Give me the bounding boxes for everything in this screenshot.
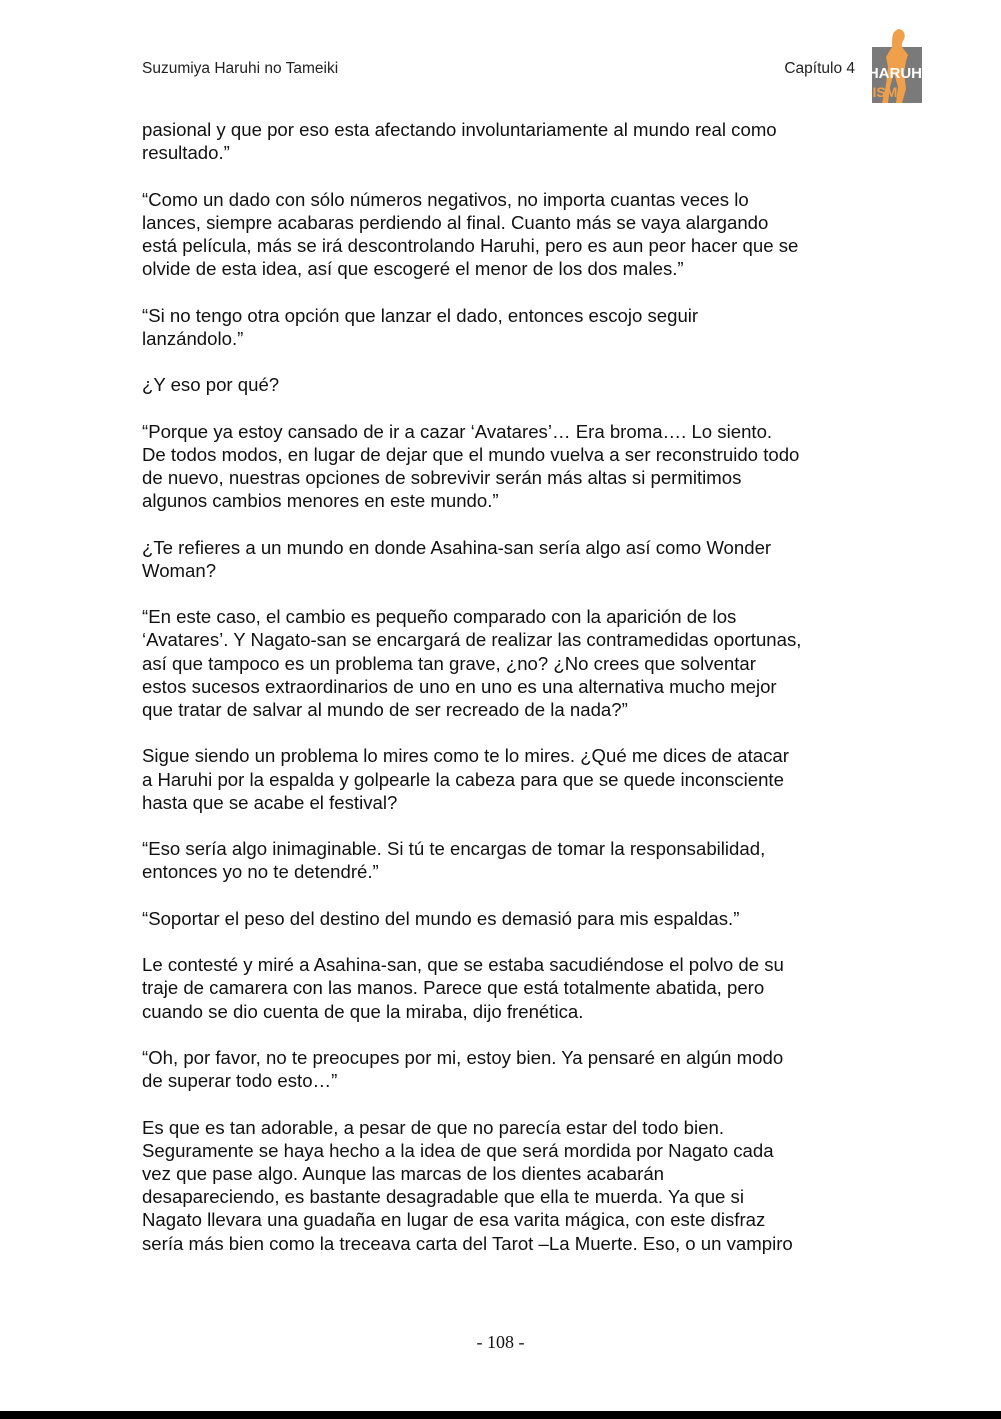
paragraph (142, 536, 866, 582)
text-line: “Soportar el peso del destino del mundo es demasió para mis espaldas.” (142, 907, 740, 929)
text-line: cuando se dio cuenta de que la miraba, dijo frenética. (142, 1000, 584, 1022)
paragraph (142, 420, 866, 513)
text-line: así que tampoco es un problema tan grave, ¿no? ¿No crees que solventar (142, 652, 756, 674)
paragraph (142, 304, 866, 350)
text-line: De todos modos, en lugar de dejar que el mundo vuelva a ser reconstruido todo (142, 443, 800, 465)
text-line: “En este caso, el cambio es pequeño comparado con la aparición de los (142, 606, 737, 628)
paragraph (142, 953, 866, 1023)
paragraph (142, 907, 866, 930)
text-line: “Oh, por favor, no te preocupes por mi, estoy bien. Ya pensaré en algún modo (142, 1046, 784, 1068)
text-line: entonces yo no te detendré.” (142, 861, 379, 883)
text-line: sería más bien como la treceava carta del Tarot –La Muerte. Eso, o un vampiro (142, 1232, 793, 1254)
text-line: ¿Te refieres a un mundo en donde Asahina-san sería algo así como Wonder (142, 536, 772, 558)
text-line: desapareciendo, es bastante desagradable que ella te muerda. Ya que si (142, 1186, 744, 1208)
logo-text-top: HARUHI (868, 65, 926, 82)
text-line: Woman? (142, 559, 217, 581)
text-line: “Si no tengo otra opción que lanzar el dado, entonces escojo seguir (142, 304, 699, 326)
paragraph (142, 744, 866, 814)
paragraph (142, 188, 866, 281)
text-line: Nagato llevara una guadaña en lugar de esa varita mágica, con este disfraz (142, 1209, 766, 1231)
text-line: hasta que se acabe el festival? (142, 791, 398, 813)
text-line: estos sucesos extraordinarios de uno en uno es una alternativa mucho mejor (142, 675, 777, 697)
text-line: algunos cambios menores en este mundo.” (142, 490, 499, 512)
paragraph (142, 605, 866, 721)
header-chapter: Capítulo 4 (784, 60, 855, 77)
text-line: Es que es tan adorable, a pesar de que no parecía estar del todo bien. (142, 1116, 724, 1138)
text-line: vez que pase algo. Aunque las marcas de los dientes acabarán (142, 1162, 665, 1184)
text-line: que tratar de salvar al mundo de ser recreado de la nada?” (142, 698, 628, 720)
text-line: de nuevo, nuestras opciones de sobrevivir serán más altas si permitimos (142, 466, 742, 488)
text-line: a Haruhi por la espalda y golpearle la cabeza para que se quede inconsciente (142, 768, 784, 790)
bottom-rule (0, 1411, 1001, 1419)
text-line: olvide de esta idea, así que escogeré el menor de los dos males.” (142, 258, 684, 280)
text-line: ¿Y eso por qué? (142, 374, 280, 396)
text-line: Le contesté y miré a Asahina-san, que se estaba sacudiéndose el polvo de su (142, 954, 784, 976)
text-line: lanzándolo.” (142, 327, 244, 349)
paragraph (142, 1116, 866, 1255)
header-book-title: Suzumiya Haruhi no Tameiki (142, 60, 339, 77)
text-line: traje de camarera con las manos. Parece que está totalmente abatida, pero (142, 977, 765, 999)
haruhiism-logo (868, 27, 926, 103)
text-line: ‘Avatares’. Y Nagato-san se encargará de realizar las contramedidas oportunas, (142, 629, 802, 651)
text-line: “Porque ya estoy cansado de ir a cazar ‘Avatares’… Era broma…. Lo siento. (142, 420, 773, 442)
text-line: pasional y que por eso esta afectando involuntariamente al mundo real como (142, 119, 777, 140)
logo-graphic (868, 27, 926, 103)
text-line: está película, más se irá descontrolando Haruhi, pero es aun peor hacer que se (142, 235, 799, 256)
paragraph (142, 373, 866, 396)
text-line: “Como un dado con sólo números negativos, no importa cuantas veces lo (142, 188, 749, 210)
text-line: Seguramente se haya hecho a la idea de que será mordida por Nagato cada (142, 1139, 774, 1161)
text-line: lances, siempre acabaras perdiendo al final. Cuanto más se vaya alargando (142, 211, 769, 233)
paragraph (142, 118, 866, 164)
text-line: resultado.” (142, 142, 230, 164)
text-line: de superar todo esto…” (142, 1070, 338, 1092)
text-line: Sigue siendo un problema lo mires como te lo mires. ¿Qué me dices de atacar (142, 745, 789, 767)
paragraph (142, 837, 866, 883)
text-line: “Eso sería algo inimaginable. Si tú te encargas de tomar la responsabilidad, (142, 838, 766, 860)
logo-text-bottom: ISM (872, 84, 898, 100)
body-text (142, 118, 866, 1278)
paragraph (142, 1046, 866, 1092)
page-number: - 108 - (476, 1332, 525, 1352)
